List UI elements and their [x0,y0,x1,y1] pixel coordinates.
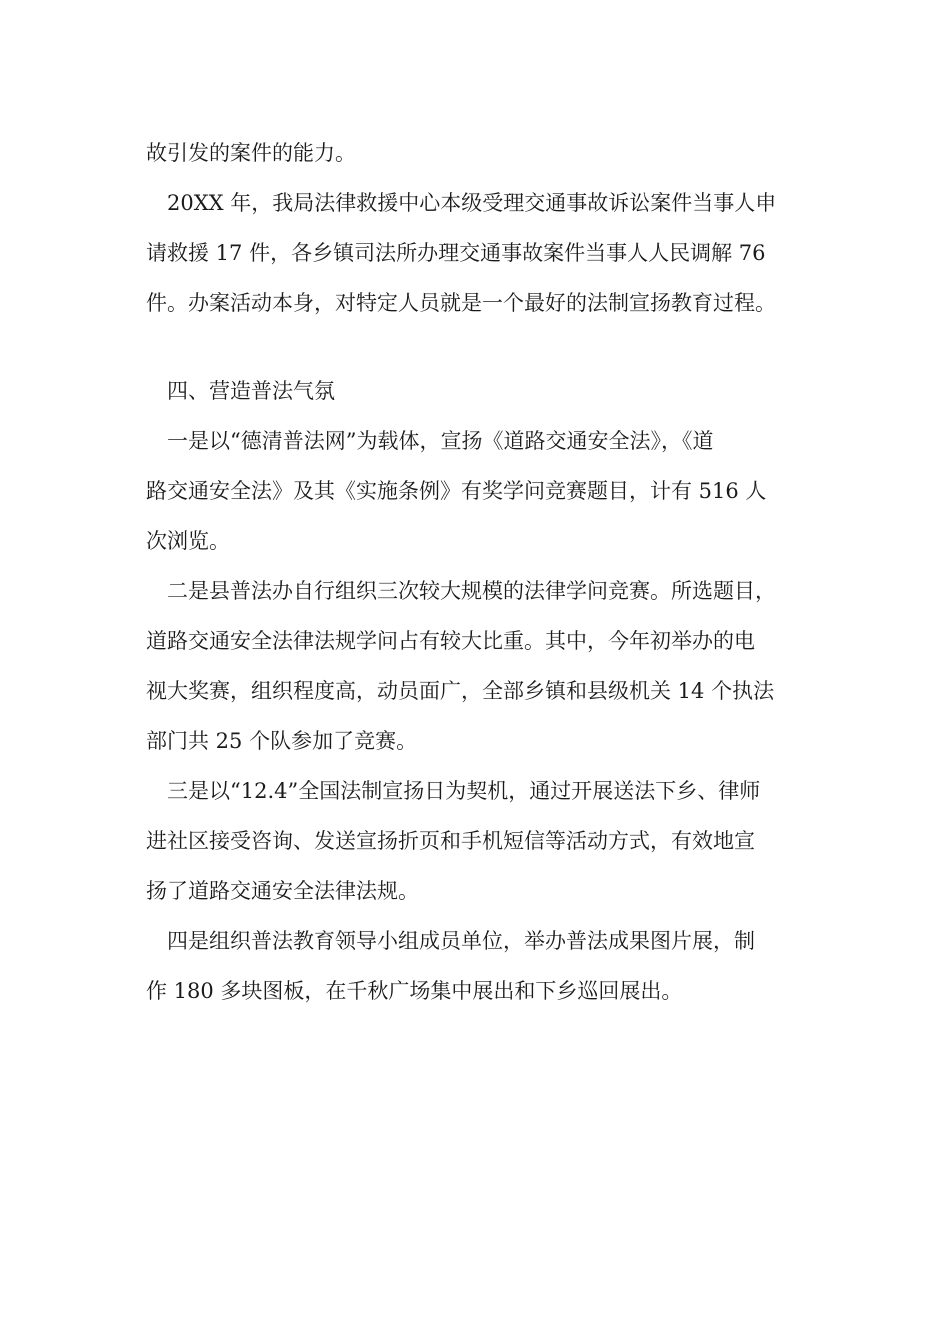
document-body [146,128,816,1016]
text-line: 件。办案活动本身，对特定人员就是一个最好的法制宣扬教育过程。 [146,291,776,315]
paragraph-case-stats: 20XX 年，我局法律救援中心本级受理交通事故诉讼案件当事人申 [167,191,777,215]
paragraph-gap [146,328,816,366]
paragraph-first: 一是以“德清普法网”为载体，宣扬《道路交通安全法》，《道 [167,429,714,453]
paragraph-second: 二是县普法办自行组织三次较大规模的法律学问竞赛。所选题目， [167,579,776,603]
text-line: 视大奖赛，组织程度高，动员面广，全部乡镇和县级机关 14 个执法 [146,679,775,703]
text-line: 进社区接受咨询、发送宣扬折页和手机短信等活动方式，有效地宣 [146,829,755,853]
text-line: 请救援 17 件，各乡镇司法所办理交通事故案件当事人人民调解 76 [146,241,766,265]
text-line: 道路交通安全法律法规学问占有较大比重。其中，今年初举办的电 [146,629,755,653]
text-line: 部门共 25 个队参加了竞赛。 [146,729,418,753]
text-line: 扬了道路交通安全法律法规。 [146,879,419,903]
section-heading: 四、营造普法气氛 [167,379,335,403]
paragraph-fourth: 四是组织普法教育领导小组成员单位，举办普法成果图片展，制 [167,929,755,953]
text-line: 作 180 多块图板，在千秋广场集中展出和下乡巡回展出。 [146,979,683,1003]
text-line: 次浏览。 [146,529,230,553]
paragraph-third: 三是以“12.4”全国法制宣扬日为契机，通过开展送法下乡、律师 [167,779,761,803]
text-line: 路交通安全法》及其《实施条例》有奖学问竞赛题目，计有 516 人 [146,479,767,503]
text-line: 故引发的案件的能力。 [146,141,356,165]
